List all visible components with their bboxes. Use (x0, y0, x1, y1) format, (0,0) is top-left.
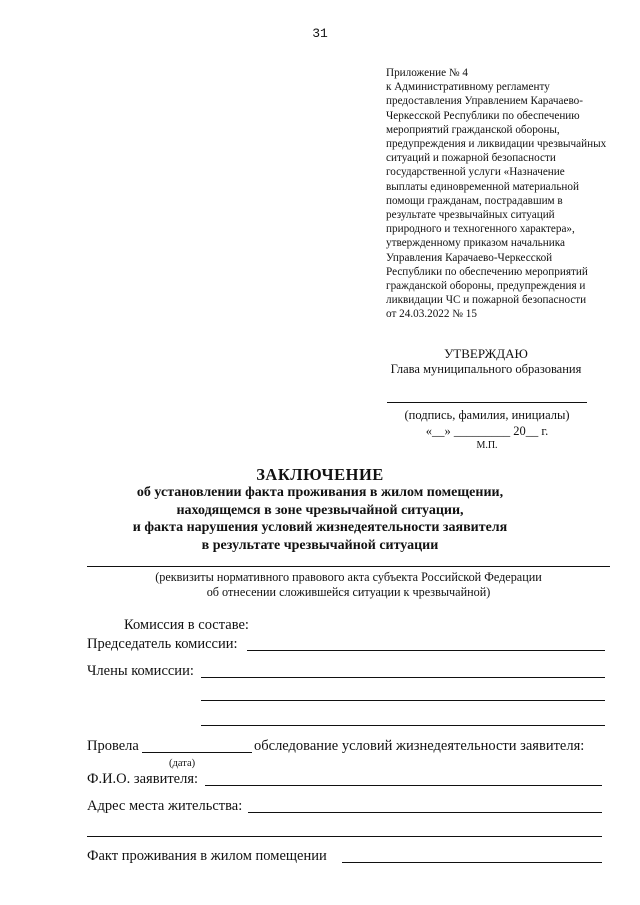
members-label: Члены комиссии: (87, 663, 194, 679)
caption-line: (реквизиты нормативного правового акта субъекта Российской Федерации (155, 570, 542, 584)
address-label: Адрес места жительства: (87, 798, 243, 814)
address-field-continued[interactable] (87, 836, 602, 837)
appendix-line: от 24.03.2022 № 15 (386, 308, 477, 321)
appendix-line: утвержденному приказом начальника (386, 237, 565, 250)
signature-caption: (подпись, фамилия, инициалы) (404, 408, 570, 422)
members-field-3[interactable] (201, 725, 605, 726)
appendix-line: результате чрезвычайных ситуаций (386, 209, 555, 222)
approval-date-line: «__» _________ 20__ г. (425, 424, 549, 438)
conducted-suffix: обследование условий жизнедеятельности заявителя: (254, 738, 585, 754)
stamp-place: М.П. (476, 440, 498, 451)
appendix-line: Черкесской Республики по обеспечению (386, 109, 580, 122)
appendix-line: предупреждения и ликвидации чрезвычайных (386, 138, 607, 151)
subtitle-line: находящемся в зоне чрезвычайной ситуации, (176, 502, 464, 518)
chairman-label: Председатель комиссии: (87, 636, 238, 652)
appendix-line: предоставления Управлением Карачаево- (386, 95, 583, 108)
subtitle-line: в результате чрезвычайной ситуации (201, 537, 439, 553)
signature-line (387, 402, 587, 403)
appendix-line: Управления Карачаево-Черкесской (386, 251, 553, 264)
date-field[interactable] (142, 752, 252, 753)
document-subtitle (0, 484, 640, 554)
subtitle-line: и факта нарушения условий жизнедеятельности заявителя (132, 520, 508, 535)
document-title: ЗАКЛЮЧЕНИЕ (256, 465, 384, 484)
requisites-caption (87, 570, 610, 599)
applicant-label: Ф.И.О. заявителя: (87, 771, 199, 787)
date-caption: (дата) (169, 758, 196, 769)
subtitle-line: об установлении факта проживания в жилом помещении, (136, 485, 504, 500)
appendix-line: ликвидации ЧС и пожарной безопасности (386, 294, 587, 307)
appendix-line: помощи гражданам, пострадавшим в (386, 194, 563, 207)
appendix-line: Республики по обеспечению мероприятий (386, 265, 588, 278)
applicant-field[interactable] (205, 785, 602, 786)
appendix-line: выплаты единовременной материальной (386, 180, 579, 193)
chairman-field[interactable] (247, 650, 605, 651)
members-field-2[interactable] (201, 700, 605, 701)
appendix-line: ситуаций и пожарной безопасности (386, 152, 556, 165)
appendix-line: к Административному регламенту (386, 81, 550, 94)
requisites-line (87, 566, 610, 567)
commission-label: Комиссия в составе: (124, 617, 249, 633)
members-field-1[interactable] (201, 677, 605, 678)
appendix-line: Приложение № 4 (386, 67, 468, 79)
address-field[interactable] (248, 812, 602, 813)
approval-heading: УТВЕРЖДАЮ (444, 346, 528, 361)
appendix-block (386, 66, 606, 322)
appendix-line: природного и техногенного характера», (386, 223, 575, 236)
page-number: 31 (312, 26, 328, 41)
approval-position: Глава муниципального образования (390, 362, 582, 376)
caption-line: об отнесении сложившейся ситуации к чрезвычайной) (206, 584, 491, 599)
residence-fact-field[interactable] (342, 862, 602, 863)
appendix-line: государственной услуги «Назначение (386, 166, 565, 179)
appendix-line: гражданской обороны, предупреждения и (386, 280, 586, 293)
appendix-line: мероприятий гражданской обороны, (386, 123, 560, 136)
conducted-label: Провела (87, 738, 139, 754)
residence-fact-label: Факт проживания в жилом помещении (87, 848, 327, 864)
